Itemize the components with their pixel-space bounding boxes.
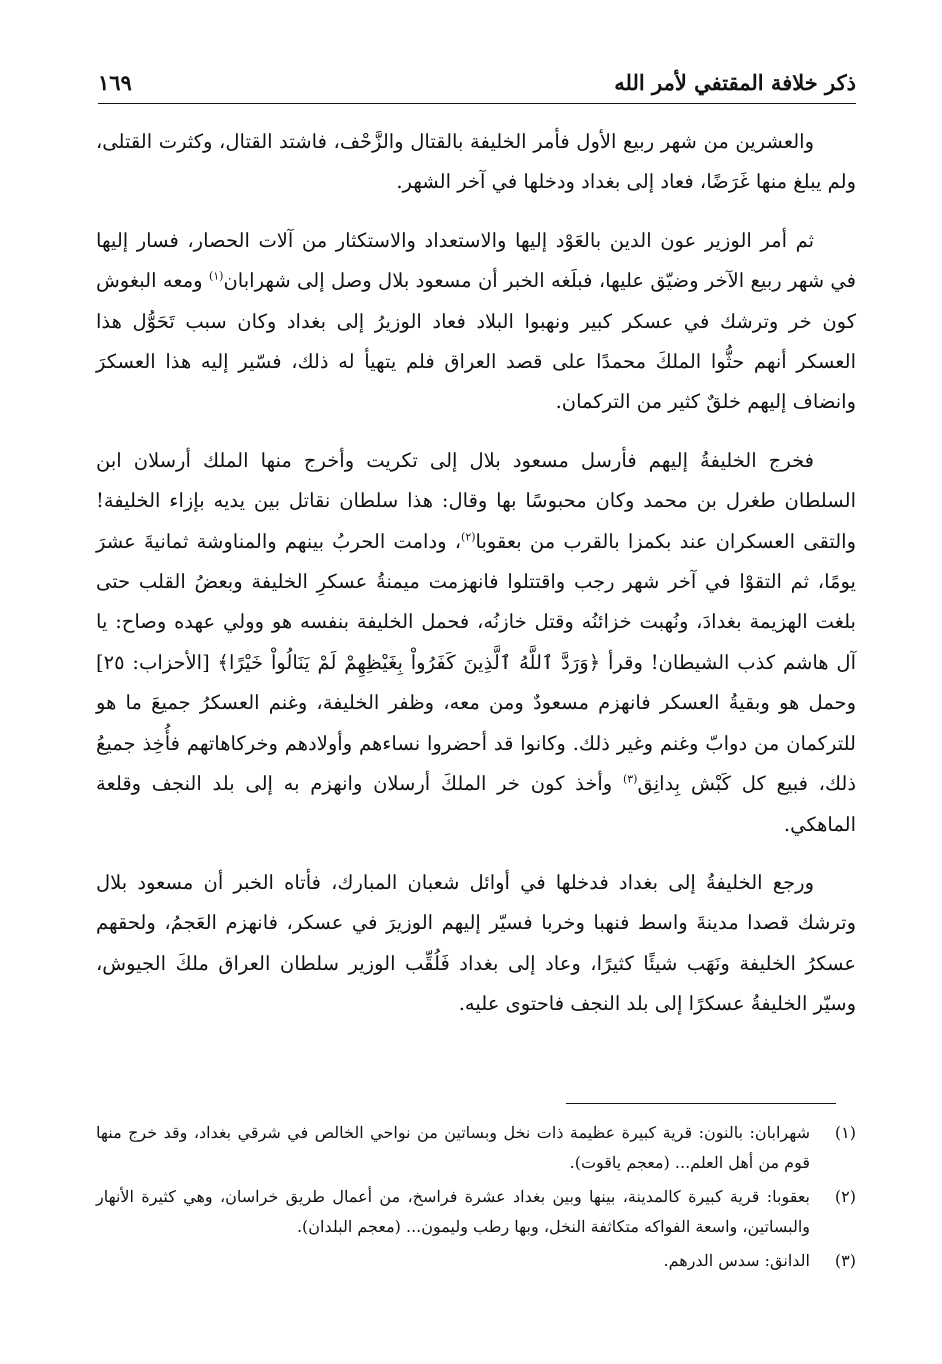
paragraph-4 <box>96 863 856 1025</box>
paragraph-2 <box>96 221 856 423</box>
footnotes <box>96 1118 856 1280</box>
body-text <box>96 122 856 1043</box>
footnote-ref-1: (١) <box>208 269 224 283</box>
paragraph-text: وأخذ كون خر الملكَ أرسلان وانهزم به إلى بلد النجف وقلعة الماهكي. <box>96 772 856 836</box>
paragraph-text: ورجع الخليفةُ إلى بغداد فدخلها في أوائل شعبان المبارك، فأتاه الخبر أن مسعود بلال وترشك قصدا مدينةَ واسط فنهبا وخربا فسيّر إليهم الوزيرَ في عسكر، فانهزم العَجمُ، ولحقهم عسكرُ الخليفة ونَهَب شيئًا كثيرًا، وعاد إلى بغداد فَلُقِّب الوزير سلطان العراق ملكَ الجيوش، وسيّر الخليفةُ عسكرًا إلى بلد النجف فاحتوى عليه. <box>96 870 856 1016</box>
header-rule <box>98 103 856 104</box>
footnote-1 <box>96 1118 856 1178</box>
paragraph-3 <box>96 441 856 845</box>
footnote-3 <box>96 1246 856 1276</box>
page-number: ١٦٩ <box>98 70 132 95</box>
footnote-ref-3: (٣) <box>622 772 638 786</box>
footnote-2 <box>96 1182 856 1242</box>
footnote-number: (٣) <box>834 1251 856 1270</box>
paragraph-text: ، ودامت الحربُ بينهم والمناوشة ثمانيةَ عشرَ يومًا، ثم التقوْا في آخر شهر رجب واقتتلوا فانهزمت ميمنةُ عسكرِ الخليفة وبعضُ القلب حتى بلغت الهزيمة بغدادَ، ونُهبت خزائنُه وقتل خازنُه، فحمل الخليفة بنفسه هو وولي عهده وصاح: يا آل هاشم كذب الشيطان! وقرأ ﴿وَرَدَّ ٱللَّهُ ٱلَّذِينَ كَفَرُواْ بِغَيْظِهِمْ لَمْ يَنَالُواْ خَيْرًا﴾ [الأحزاب: ٢٥] وحمل هو وبقيةُ العسكر فانهزم مسعودٌ ومن معه، وظفر الخليفة، وغنم العسكرُ جميعَ ما هو للتركمان من دوابّ وغنم وغير ذلك. وكانوا قد أحضروا نساءهم وأولادهم وخركاهاتهم فأُخِذ جميعُ ذلك، فبيع كل كَبْش بِدانِق <box>96 529 856 796</box>
footnote-rule <box>566 1103 836 1104</box>
footnote-number: (١) <box>834 1123 856 1142</box>
paragraph-1 <box>96 122 856 203</box>
footnote-ref-2: (٢) <box>461 530 476 544</box>
paragraph-text: والعشرين من شهر ربيع الأول فأمر الخليفة بالقتال والزَّحْف، فاشتد القتال، وكثرت القتلى، ولم يبلغ منها غَرَضًا، فعاد إلى بغداد ودخلها في آخر الشهر. <box>96 130 856 194</box>
paragraph-text: ثم أمر الوزير عون الدين بالعَوْد إليها والاستعداد والاستكثار من آلات الحصار، فسار إليها في شهر ربيع الآخر وضيّق عليها، فبلَغه الخبر أن مسعود بلال وصل إلى شهرابان <box>96 228 857 293</box>
paragraph-text: ومعه البغوش كون خر وترشك في عسكر كبير ونهبوا البلاد فعاد الوزيرُ إلى بغداد وكان سبب تَحَوُّل هذا العسكر أنهم حثُّوا الملكَ محمدًا على قصد العراق فلم يتهيأ له ذلك، فسّير إليه هذا العسكرَ وانضاف إليهم خلقٌ كثير من التركمان. <box>96 269 856 414</box>
footnote-number: (٢) <box>834 1187 856 1206</box>
page-header <box>98 70 856 102</box>
footnote-text: بعقوبا: قرية كبيرة كالمدينة، بينها وبين بغداد عشرة فراسخ، من أعمال طريق خراسان، وهي كثيرة الأنهار والبساتين، واسعة الفواكه متكاثفة النخل، وبها رطب وليمون... (معجم البلدان). <box>96 1187 810 1236</box>
paragraph-text: فخرج الخليفةُ إليهم فأرسل مسعود بلال إلى تكريت وأخرج منها الملك أرسلان ابن السلطان طغرل بن محمد وكان محبوسًا بها وقال: هذا سلطان نقاتل بين يديه بإزاء الخليفة! والتقى العسكران عند بكمزا بالقرب من بعقوبا <box>96 448 856 553</box>
footnote-text: شهرابان: بالنون: قرية كبيرة عظيمة ذات نخل وبساتين من نواحي الخالص في شرقي بغداد، وقد خرج منها قوم من أهل العلم... (معجم ياقوت). <box>96 1123 810 1172</box>
running-title: ذكر خلافة المقتفي لأمر الله <box>614 70 856 95</box>
footnote-text: الدانق: سدس الدرهم. <box>663 1251 810 1270</box>
